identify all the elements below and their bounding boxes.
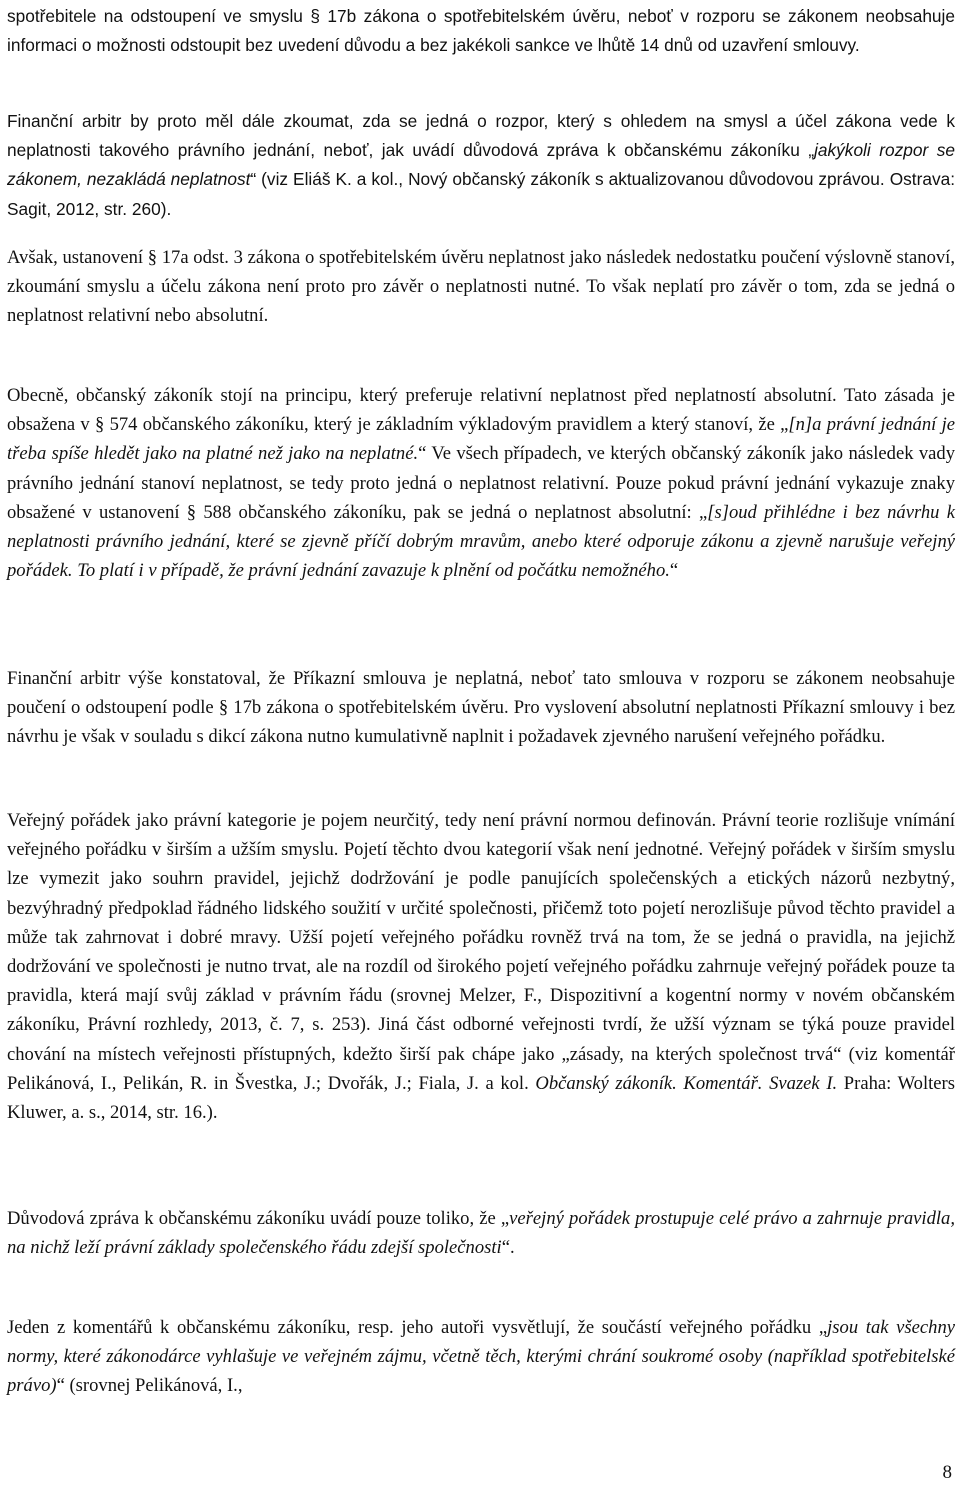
paragraph-text: “ [669,560,679,582]
paragraph [7,1204,955,1262]
paragraph [7,381,955,585]
italic-quote-text: veřejný pořádek prostupuje celé právo a zahrnuje pravidla, na nichž leží právní základy společenského řádu zdejší společnosti [7,1208,955,1259]
paragraph [7,107,955,224]
paragraph-text: Finanční arbitr výše konstatoval, že Příkazní smlouva je neplatná, neboť tato smlouva v rozporu se zákonem neobsahuje poučení o odstoupení podle § 17b zákona o spotřebitelském úvěru. Pro vyslovení absolutní neplatnosti Příkazní smlouvy i bez návrhu je však v souladu s dikcí zákona nutno kumulativně naplnit i požadavek zjevného narušení veřejného pořádku. [7,668,955,748]
paragraph [7,806,955,1127]
paragraph-text: Jeden z komentářů k občanskému zákoníku, resp. jeho autoři vysvětlují, že součástí veřejného pořádku „ [7,1317,828,1338]
paragraph [7,2,955,60]
paragraph-text: Veřejný pořádek jako právní kategorie je pojem neurčitý, tedy není právní normou definován. Právní teorie rozlišuje vnímání veřejného pořádku v širším a užším smyslu. Pojetí těchto dvou kategorií však není jednotné. Veřejný pořádek v širším smyslu lze vymezit jako souhrn pravidel, jejichž dodržování je podle panujících společenských a etických názorů nezbytný, bezvýhradný předpoklad řádného lidského soužití v určité společnosti, přičemž toto pojetí nerozlišuje původ těchto pravidel a může tak zahrnovat i dobré mravy. Užší pojetí veřejného pořádku rovněž trvá na tom, že se jedná o pravidla, na jejichž dodržování ve společnosti je nutno trvat, ale na rozdíl od širokého pojetí veřejného pořádku zahrnuje veřejný pořádek pouze ta pravidla, která mají svůj základ v právním řádu (srovnej Melzer, F., Dispozitivní a kogentní normy v novém občanském zákoníku, Právní rozhledy, 2013, č. 7, s. 253). Jiná část odborné veřejnosti tvrdí, že užší význam se týká pouze pravidel chování na místech veřejnosti přístupných, kdežto širší pak chápe jako „zásady, na kterých společnost trvá“ (viz komentář Pelikánová, I., Pelikán, R. in Švestka, J.; Dvořák, J.; Fiala, J. a kol. [7,810,955,1094]
paragraph-text: Finanční arbitr by proto měl dále zkoumat, zda se jedná o rozpor, který s ohledem na smysl a účel zákona vede k neplatnosti takového právního jednání, neboť, jak uvádí důvodová zpráva k občanskému zákoníku „ [7,111,955,161]
paragraph-text: Avšak, ustanovení § 17a odst. 3 zákona o spotřebitelském úvěru neplatnost jako následek nedostatku poučení výslovně stanoví, zkoumání smyslu a účelu zákona není proto pro závěr o neplatnosti nutné. To však neplatí pro závěr o tom, zda se jedná o neplatnost relativní nebo absolutní. [7,247,955,327]
italic-quote-text: [n]a právní jednání je třeba spíše hledět jako na platné než jako na neplatné. [7,414,955,465]
paragraph-text: “ Ve všech případech, ve kterých občanský zákoník jako následek vady právního jednání stanoví neplatnost, se tedy proto jedná o neplatnost relativní. Pouze pokud právní jednání vykazuje znaky obsažené v ustanovení § 588 občanského zákoníku, pak se jedná o neplatnost absolutní: „ [7,443,955,523]
page-number: 8 [942,1462,952,1483]
paragraph [7,243,955,331]
italic-quote-text: [s]oud přihlédne i bez návrhu k neplatnosti právního jednání, které se zjevně příčí dobrým mravům, anebo které odporuje zákonu a zjevně narušuje veřejný pořádek. To platí i v případě, že právní jednání zavazuje k plnění od počátku nemožného. [7,501,956,582]
paragraph-text: Praha: Wolters Kluwer, a. s., 2014, str. 16.). [7,1072,955,1124]
paragraph-text: “ (srovnej Pelikánová, I., [56,1375,243,1397]
italic-quote-text: jakýkoli rozpor se zákonem, nezakládá neplatnost [7,140,955,190]
paragraph-text: “ (viz Eliáš K. a kol., Nový občanský zákoník s aktualizovanou důvodovou zprávou. Ostrava: Sagit, 2012, str. 260). [7,169,955,219]
paragraph-text: Důvodová zpráva k občanskému zákoníku uvádí pouze toliko, že „ [7,1208,510,1229]
paragraph-text: spotřebitele na odstoupení ve smyslu § 17b zákona o spotřebitelském úvěru, neboť v rozporu se zákonem neobsahuje informaci o možnosti odstoupit bez uvedení důvodu a bez jakékoli sankce ve lhůtě 14 dnů od uzavření smlouvy. [7,6,955,56]
paragraph [7,664,955,752]
italic-quote-text: Občanský zákoník. Komentář. Svazek I. [535,1072,838,1094]
italic-quote-text: jsou tak všechny normy, které zákonodárce vyhlašuje ve veřejném zájmu, včetně těch, kterými chrání soukromé osoby (například spotřebitelské právo) [7,1317,955,1397]
paragraph-text: “. [501,1237,515,1259]
paragraph [7,1313,955,1401]
paragraph-text: Obecně, občanský zákoník stojí na principu, který preferuje relativní neplatnost před neplatností absolutní. Tato zásada je obsažena v § 574 občanského zákoníku, který je základním výkladovým pravidlem a který stanoví, že „ [7,385,955,436]
